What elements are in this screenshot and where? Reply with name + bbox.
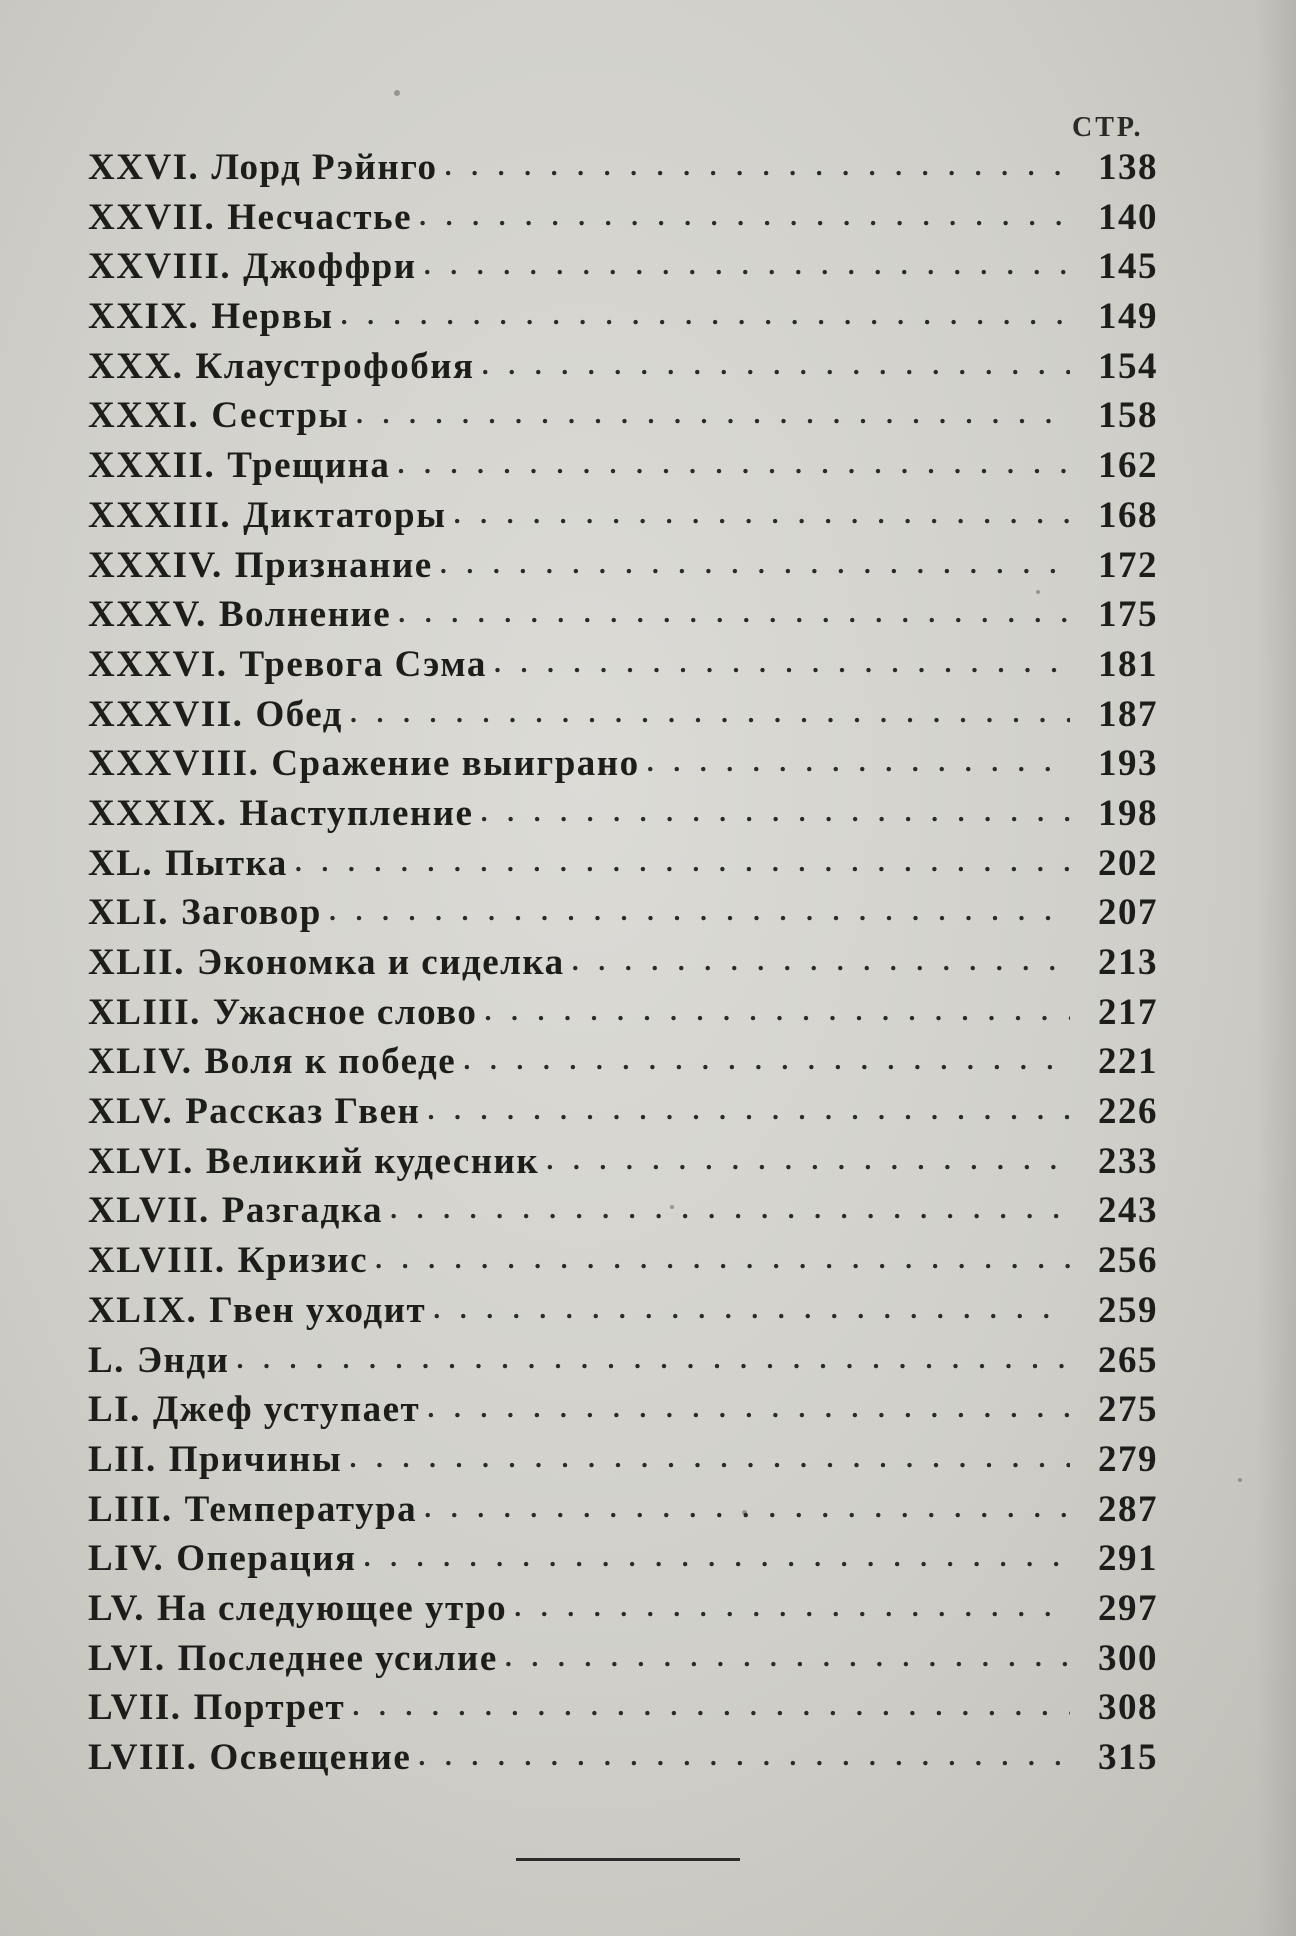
page-number: 172 bbox=[1098, 544, 1158, 586]
chapter-title: Сражение выиграно bbox=[271, 743, 640, 785]
chapter-title: Операция bbox=[176, 1538, 357, 1580]
dot-leader bbox=[397, 589, 1070, 632]
chapter-title: Разгадка bbox=[221, 1190, 384, 1232]
chapter-title: Температура bbox=[184, 1488, 418, 1530]
dot-leader bbox=[479, 788, 1070, 831]
chapter-title: Трещина bbox=[227, 445, 391, 487]
page-number: 181 bbox=[1098, 643, 1158, 685]
toc-entry bbox=[88, 544, 1158, 594]
chapter-title: Несчастье bbox=[227, 196, 413, 238]
dot-leader bbox=[389, 1185, 1070, 1228]
page-number: 213 bbox=[1098, 942, 1158, 983]
toc-entry bbox=[88, 245, 1158, 295]
chapter-number: LIII. bbox=[88, 1488, 173, 1530]
page-number: 233 bbox=[1098, 1140, 1158, 1182]
chapter-title: Джеф уступает bbox=[152, 1389, 421, 1431]
chapter-number: XLVII. bbox=[88, 1190, 210, 1232]
dot-leader bbox=[481, 341, 1070, 384]
page-number: 243 bbox=[1098, 1190, 1158, 1232]
page-number: 291 bbox=[1098, 1538, 1158, 1580]
page-column-header: СТР. bbox=[1072, 112, 1144, 143]
chapter-number: XXXV. bbox=[88, 594, 207, 636]
page-number: 162 bbox=[1098, 445, 1158, 487]
dot-leader bbox=[351, 1682, 1070, 1725]
dot-leader bbox=[513, 1583, 1070, 1626]
toc-entry bbox=[88, 1686, 1158, 1736]
chapter-title: Великий кудесник bbox=[205, 1140, 540, 1182]
toc-entry bbox=[88, 643, 1158, 693]
chapter-number: XXXVI. bbox=[88, 643, 228, 685]
dot-leader bbox=[328, 887, 1070, 930]
dot-leader bbox=[571, 937, 1070, 980]
toc-entry bbox=[88, 1537, 1158, 1587]
chapter-title: Портрет bbox=[193, 1687, 346, 1729]
chapter-title: Обед bbox=[255, 693, 343, 735]
chapter-title: Тревога Сэма bbox=[239, 643, 487, 685]
page-number: 279 bbox=[1098, 1438, 1158, 1480]
chapter-title: Клаустрофобия bbox=[195, 345, 475, 387]
paper-speck bbox=[1238, 1478, 1242, 1482]
chapter-number: LV. bbox=[88, 1587, 145, 1629]
toc-entry bbox=[88, 891, 1158, 941]
chapter-number: LVII. bbox=[88, 1687, 182, 1729]
chapter-title: Кризис bbox=[237, 1240, 369, 1282]
toc-entry bbox=[88, 792, 1158, 842]
dot-leader bbox=[432, 1285, 1070, 1328]
toc-entry bbox=[88, 1239, 1158, 1289]
dot-leader bbox=[363, 1533, 1070, 1576]
chapter-number: XXXII. bbox=[88, 445, 216, 487]
toc-entry bbox=[88, 196, 1158, 246]
toc-entry bbox=[88, 444, 1158, 494]
dot-leader bbox=[646, 738, 1070, 781]
chapter-number: LIV. bbox=[88, 1538, 165, 1580]
chapter-title: На следующее утро bbox=[156, 1587, 508, 1629]
toc-entry bbox=[88, 345, 1158, 395]
chapter-title: Рассказ Гвен bbox=[185, 1091, 421, 1133]
chapter-title: Сестры bbox=[211, 395, 349, 437]
toc-entry bbox=[88, 991, 1158, 1041]
chapter-title: Джоффри bbox=[243, 246, 417, 288]
page-number: 187 bbox=[1098, 693, 1158, 735]
toc-entry bbox=[88, 1339, 1158, 1389]
page-number: 297 bbox=[1098, 1587, 1158, 1629]
page-number: 226 bbox=[1098, 1091, 1158, 1133]
dot-leader bbox=[453, 490, 1070, 533]
chapter-number: XLI. bbox=[88, 892, 170, 934]
dot-leader bbox=[355, 390, 1070, 433]
toc-entry bbox=[88, 742, 1158, 792]
toc-entry bbox=[88, 394, 1158, 444]
page-number: 217 bbox=[1098, 991, 1158, 1033]
dot-leader bbox=[417, 1732, 1070, 1775]
page-number: 259 bbox=[1098, 1289, 1158, 1331]
chapter-title: Пытка bbox=[165, 842, 288, 884]
toc-entry bbox=[88, 295, 1158, 345]
page-number: 265 bbox=[1098, 1339, 1158, 1381]
chapter-number: XXX. bbox=[88, 345, 184, 387]
dot-leader bbox=[348, 1434, 1070, 1477]
chapter-number: XLIV. bbox=[88, 1041, 193, 1083]
chapter-number: XLVI. bbox=[88, 1140, 194, 1182]
page-edge-shadow bbox=[1256, 0, 1296, 1936]
table-of-contents bbox=[88, 146, 1158, 1786]
dot-leader bbox=[462, 1036, 1070, 1079]
toc-entry bbox=[88, 1040, 1158, 1090]
chapter-number: XLV. bbox=[88, 1091, 174, 1133]
chapter-number: XXXVII. bbox=[88, 693, 244, 735]
chapter-title: Экономка и сиделка bbox=[196, 942, 565, 983]
dot-leader bbox=[545, 1136, 1070, 1179]
chapter-title: Признание bbox=[234, 544, 433, 586]
toc-entry bbox=[88, 593, 1158, 643]
chapter-title: Ужасное слово bbox=[212, 991, 478, 1033]
chapter-title: Заговор bbox=[181, 892, 322, 934]
page-number: 193 bbox=[1098, 743, 1158, 785]
chapter-number: LII. bbox=[88, 1438, 157, 1480]
chapter-number: XLVIII. bbox=[88, 1240, 226, 1282]
chapter-number: LVI. bbox=[88, 1637, 166, 1679]
toc-entry bbox=[88, 1189, 1158, 1239]
chapter-title: Последнее усилие bbox=[177, 1637, 498, 1679]
chapter-number: XXXIX. bbox=[88, 792, 228, 834]
page-number: 202 bbox=[1098, 842, 1158, 884]
chapter-title: Лорд Рэйнго bbox=[211, 147, 438, 188]
toc-entry bbox=[88, 693, 1158, 743]
page-number: 175 bbox=[1098, 594, 1158, 636]
dot-leader bbox=[339, 291, 1070, 334]
page-number: 138 bbox=[1098, 147, 1158, 188]
page-number: 198 bbox=[1098, 792, 1158, 834]
toc-entry bbox=[88, 146, 1158, 196]
chapter-title: Волнение bbox=[218, 594, 392, 636]
page-number: 287 bbox=[1098, 1488, 1158, 1530]
toc-entry bbox=[88, 1488, 1158, 1538]
toc-entry bbox=[88, 842, 1158, 892]
page-number: 256 bbox=[1098, 1240, 1158, 1282]
dot-leader bbox=[294, 838, 1070, 881]
page-number: 149 bbox=[1098, 296, 1158, 338]
dot-leader bbox=[493, 639, 1070, 682]
toc-entry bbox=[88, 941, 1158, 991]
chapter-number: XL. bbox=[88, 842, 154, 884]
chapter-number: XXXVIII. bbox=[88, 743, 260, 785]
toc-entry bbox=[88, 1289, 1158, 1339]
page-number: 221 bbox=[1098, 1041, 1158, 1083]
chapter-number: XXXIV. bbox=[88, 544, 223, 586]
page-number: 207 bbox=[1098, 892, 1158, 934]
toc-entry bbox=[88, 494, 1158, 544]
chapter-number: XXXI. bbox=[88, 395, 200, 437]
toc-entry bbox=[88, 1140, 1158, 1190]
chapter-title: Нервы bbox=[211, 296, 334, 338]
dot-leader bbox=[439, 540, 1070, 583]
dot-leader bbox=[483, 987, 1070, 1030]
chapter-number: XXIX. bbox=[88, 296, 200, 338]
dot-leader bbox=[374, 1235, 1070, 1278]
dot-leader bbox=[444, 142, 1070, 185]
dot-leader bbox=[423, 241, 1070, 284]
chapter-number: XXVII. bbox=[88, 196, 216, 238]
dot-leader bbox=[426, 1384, 1070, 1427]
dot-leader bbox=[426, 1086, 1070, 1129]
toc-entry bbox=[88, 1637, 1158, 1687]
page-number: 168 bbox=[1098, 494, 1158, 536]
page-number: 154 bbox=[1098, 345, 1158, 387]
page-number: 158 bbox=[1098, 395, 1158, 437]
dot-leader bbox=[423, 1484, 1070, 1527]
page-number: 315 bbox=[1098, 1737, 1158, 1778]
page-number: 300 bbox=[1098, 1637, 1158, 1679]
dot-leader bbox=[418, 192, 1070, 235]
chapter-number: XLII. bbox=[88, 942, 185, 983]
chapter-title: Диктаторы bbox=[243, 494, 447, 536]
chapter-number: LVIII. bbox=[88, 1737, 198, 1778]
page-number: 275 bbox=[1098, 1389, 1158, 1431]
page-number: 145 bbox=[1098, 246, 1158, 288]
chapter-title: Гвен уходит bbox=[209, 1289, 427, 1331]
dot-leader bbox=[349, 689, 1070, 732]
toc-entry bbox=[88, 1388, 1158, 1438]
chapter-number: L. bbox=[88, 1339, 125, 1381]
toc-entry bbox=[88, 1587, 1158, 1637]
dot-leader bbox=[235, 1335, 1070, 1378]
dot-leader bbox=[396, 440, 1070, 483]
toc-entry bbox=[88, 1438, 1158, 1488]
page-number: 140 bbox=[1098, 196, 1158, 238]
chapter-number: XXVIII. bbox=[88, 246, 232, 288]
chapter-number: XXVI. bbox=[88, 147, 200, 188]
closing-rule bbox=[516, 1858, 740, 1861]
paper-speck bbox=[394, 90, 400, 96]
chapter-number: XLIII. bbox=[88, 991, 201, 1033]
dot-leader bbox=[504, 1633, 1070, 1676]
chapter-title: Воля к победе bbox=[204, 1041, 457, 1083]
chapter-title: Освещение bbox=[209, 1737, 412, 1778]
chapter-number: XLIX. bbox=[88, 1289, 198, 1331]
chapter-number: LI. bbox=[88, 1389, 141, 1431]
chapter-title: Энди bbox=[136, 1339, 230, 1381]
toc-entry bbox=[88, 1090, 1158, 1140]
chapter-title: Причины bbox=[168, 1438, 343, 1480]
chapter-title: Наступление bbox=[239, 792, 474, 834]
page-number: 308 bbox=[1098, 1687, 1158, 1729]
toc-entry bbox=[88, 1736, 1158, 1786]
chapter-number: XXXIII. bbox=[88, 494, 232, 536]
